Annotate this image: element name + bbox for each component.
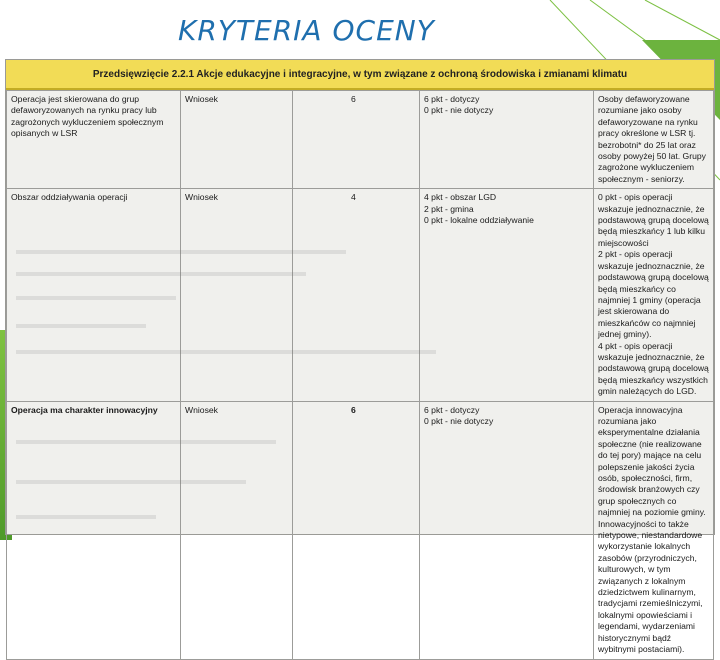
criterion-max-points: 4 — [293, 189, 420, 401]
scan-bleed-through — [16, 272, 306, 276]
page-title: KRYTERIA OCENY — [178, 14, 435, 47]
criterion-points: 4 pkt - obszar LGD 2 pkt - gmina 0 pkt - lokalne oddziaływanie — [420, 189, 594, 401]
criteria-table-scan — [5, 59, 715, 655]
scan-bleed-through — [16, 250, 346, 254]
table-row — [7, 189, 714, 401]
criterion-points: 6 pkt - dotyczy 0 pkt - nie dotyczy — [420, 91, 594, 189]
table-row — [7, 91, 714, 189]
criterion-source: Wniosek — [181, 189, 293, 401]
criterion-max-points: 6 — [293, 401, 420, 659]
scan-bleed-through — [16, 296, 176, 300]
criterion-points: 6 pkt - dotyczy 0 pkt - nie dotyczy — [420, 401, 594, 659]
scan-bleed-through — [16, 440, 276, 444]
scan-bleed-through — [16, 324, 146, 328]
criterion-source: Wniosek — [181, 401, 293, 659]
table-header: Przedsięwzięcie 2.2.1 Akcje edukacyjne i integracyjne, w tym związane z ochroną środowiska i zmianami klimatu — [6, 60, 714, 90]
criterion-description: Operacja innowacyjna rozumiana jako eksperymentalne działania społeczne (nie realizowane do tej pory) mające na celu polepszenie jakości życia osób, społeczności, firm, środowisk branżowych czy grup społecznych co najmniej na poziomie gminy. Innowacyjności to także nietypowe, niestandardowe wykorzystanie lokalnych zasobów (przyrodniczych, kulturowych, w tym związanych z lokalnym dziedzictwem kulinarnym, tradycjami rzemieślniczymi, lokalnymi opowieściami i legendami, wydarzeniami historycznymi bądź wybitnymi postaciami). — [594, 401, 714, 659]
scan-bleed-through — [16, 480, 246, 484]
criterion-description: 0 pkt - opis operacji wskazuje jednoznacznie, że podstawową grupą docelową będą mieszkańcy 1 lub kilku miejscowości 2 pkt - opis operacji wskazuje jednoznacznie, że podstawową grupą docelową będą mieszkańcy co najmniej 1 gminy (operacja jest skierowana do mieszkańców co najmniej jednej gminy). 4 pkt - opis operacji wskazuje jednoznacznie, że podstawową grupą docelową będą mieszkańcy wszystkich gmin należących do LGD. — [594, 189, 714, 401]
criterion-source: Wniosek — [181, 91, 293, 189]
criterion-name: Operacja jest skierowana do grup defaworyzowanych na rynku pracy lub zagrożonych wykluczeniem społecznym opisanych w LSR — [7, 91, 181, 189]
criteria-table — [6, 90, 714, 660]
criterion-description: Osoby defaworyzowane rozumiane jako osoby defaworyzowane na rynku pracy określone w LSR tj. bezrobotni* do 25 lat oraz osoby powyżej 50 lat. Grupy zagrożone wykluczeniem społecznym - seniorzy. — [594, 91, 714, 189]
scan-bleed-through — [16, 515, 156, 519]
criterion-name: Obszar oddziaływania operacji — [7, 189, 181, 401]
scan-bleed-through — [16, 350, 436, 354]
criterion-max-points: 6 — [293, 91, 420, 189]
criterion-name: Operacja ma charakter innowacyjny — [7, 401, 181, 659]
